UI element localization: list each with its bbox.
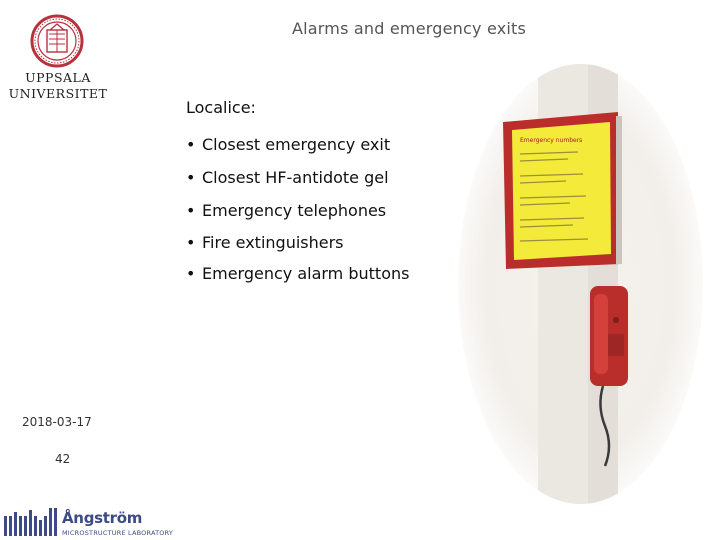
bullet-item xyxy=(186,168,389,187)
bullet-item xyxy=(186,201,386,220)
page-number: 42 xyxy=(55,452,71,466)
content-heading: Localice: xyxy=(186,98,256,117)
bullet-item xyxy=(186,264,409,283)
bullet-text: Closest emergency exit xyxy=(202,135,391,154)
bullet-text: Emergency alarm buttons xyxy=(202,264,410,283)
uppsala-seal-icon xyxy=(30,14,84,68)
emergency-numbers-sign xyxy=(503,112,622,269)
emergency-phone-illustration xyxy=(458,64,703,504)
slide-title: Alarms and emergency exits xyxy=(292,19,527,38)
bullet-symbol: • xyxy=(186,168,196,187)
emergency-photo xyxy=(458,64,703,504)
bullet-text: Fire extinguishers xyxy=(202,233,344,252)
bullet-text: Emergency telephones xyxy=(202,201,387,220)
bullet-symbol: • xyxy=(186,135,196,154)
sign-title: Emergency numbers xyxy=(520,137,583,144)
bullet-text: Closest HF-antidote gel xyxy=(202,168,389,187)
bullet-item xyxy=(186,233,344,252)
bullet-symbol: • xyxy=(186,264,196,283)
bullet-item xyxy=(186,135,390,154)
university-logo-text xyxy=(8,70,108,102)
lab-name: Ångström xyxy=(62,509,143,527)
sidebar xyxy=(0,0,112,540)
bullet-symbol: • xyxy=(186,201,196,220)
slide-date: 2018-03-17 xyxy=(22,415,92,429)
university-name-line1: UPPSALA xyxy=(25,70,91,85)
bullet-symbol: • xyxy=(186,233,196,252)
lab-subtitle: MICROSTRUCTURE LABORATORY xyxy=(62,529,174,537)
university-name-line2: UNIVERSITET xyxy=(8,86,108,101)
